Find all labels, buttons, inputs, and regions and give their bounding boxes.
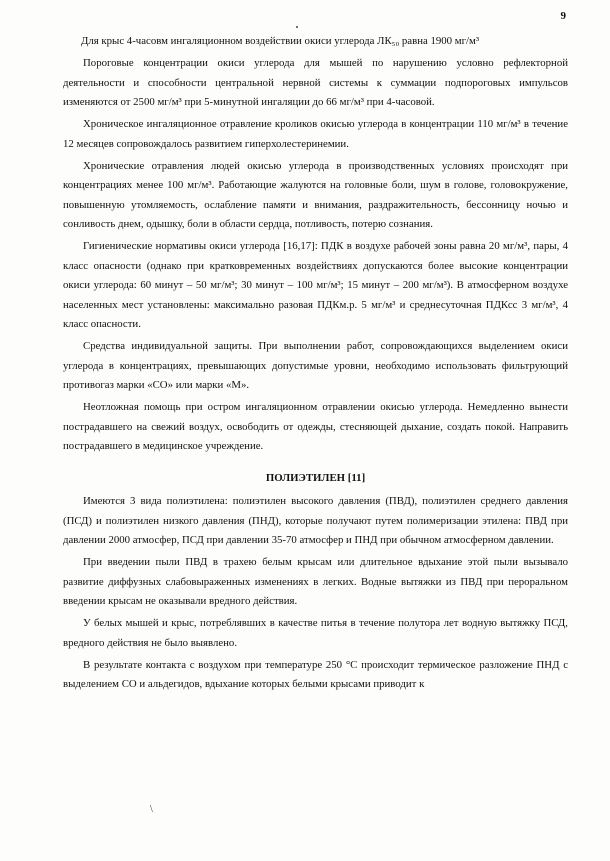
paragraph-protective-means: Средства индивидуальной защиты. При выполнении работ, сопровождающихся выделением окиси углерода в концентрациях, превышающих допустимые уровни, необходимо использовать фильтрующий противогаз марки «СО» или марки «М». [63, 340, 568, 391]
paragraph-hygienic-norms: Гигиенические нормативы окиси углерода [16,17]: ПДК в воздухе рабочей зоны равна 20 мг/м³, пары, 4 класс опасности (однако при кратковременных воздействиях допускаются более высокие концентрации окиси углерода: 60 минут – 50 мг/м³; 30 минут – 100 мг/м³; 15 минут – 200 мг/м³). В атмосферном воздухе населенных мест установлены: максимально разовая ПДКм.р. 5 мг/м³ и среднесуточная ПДКсс 3 мг/м³, 4 класс опасности. [63, 240, 568, 330]
paragraph-first-aid: Неотложная помощь при остром ингаляционном отравлении окисью углерода. Немедленно вынести пострадавшего на свежий воздух, освободить от одежды, стесняющей дыхание, создать покой. Направить пострадавшего в медицинское учреждение. [63, 401, 568, 452]
scan-speck [296, 26, 298, 28]
paragraph-chronic-humans: Хронические отравления людей окисью углерода в производственных условиях происходят при концентрациях менее 100 мг/м³. Работающие жалуются на головные боли, шум в голове, головокружение, повышенную утомляемость, ослабление памяти и внимания, раздражительность, бессонницу ночью и сонливость днем, одышку, боли в области сердца, потливость, потерю сознания. [63, 159, 568, 230]
paragraph-chronic-rabbits: Хроническое ингаляционное отравление кроликов окисью углерода в концентрации 110 мг/м³ в течение 12 месяцев сопровождалось развитием гиперхолестеринемии. [63, 118, 568, 150]
paragraph-threshold-mice: Пороговые концентрации окиси углерода для мышей по нарушению условно рефлекторной деятельности и способности центральной нервной системы к суммации подпороговых импульсов изменяются от 2500 мг/м³ при 5-минутной ингаляции до 66 мг/м³ при 4-часовой. [63, 57, 568, 108]
stray-mark: \ [150, 804, 153, 815]
paragraph-polyethylene-types: Имеются 3 вида полиэтилена: полиэтилен высокого давления (ПВД), полиэтилен среднего давления (ПСД) и полиэтилен низкого давления (ПНД), которые получают путем полимеризации этилена: ПВД при давлении 2000 атмосфер, ПСД при давлении 35-70 атмосфер и ПНД при обычном атмосферном давлении. [63, 495, 568, 546]
paragraph-lc50: Для крыс 4-часовм ингаляционном воздействии окиси углерода ЛК₅₀ равна 1900 мг/м³ [81, 35, 480, 47]
document-body [63, 32, 568, 697]
paragraph-psd-extract: У белых мышей и крыс, потреблявших в качестве питья в течение полутора лет водную вытяжку ПСД, вредного действия не было выявлено. [63, 617, 568, 649]
paragraph-pnd-decomposition: В результате контакта с воздухом при температуре 250 °С происходит термическое разложение ПНД с выделением СО и альдегидов, вдыхание которых белыми крысами приводит к [63, 658, 568, 690]
page-number: 9 [560, 10, 566, 22]
section-heading-polyethylene: ПОЛИЭТИЛЕН [11] [265, 471, 366, 484]
paragraph-pvd-dust: При введении пыли ПВД в трахею белым крысам или длительное вдыхание этой пыли вызывало развитие диффузных слабовыраженных изменениях в легких. Водные вытяжки из ПВД при пероральном введении крысам не оказывали вредного действия. [63, 556, 568, 607]
